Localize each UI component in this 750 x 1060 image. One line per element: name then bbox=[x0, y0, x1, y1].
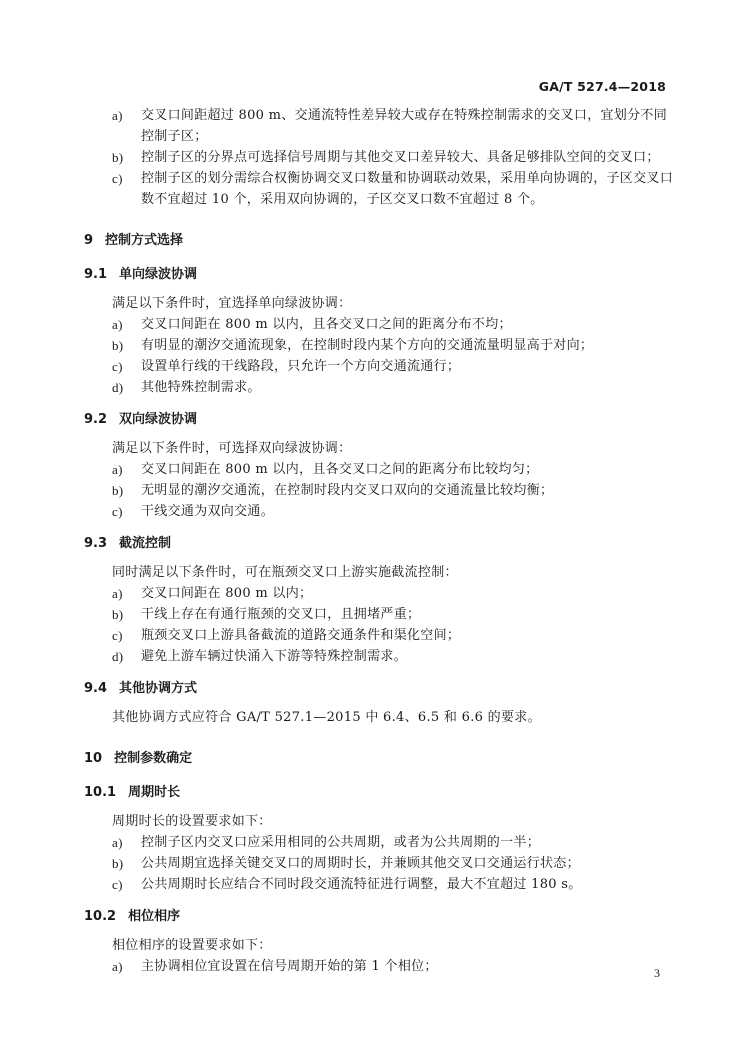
section-title: 控制方式选择 bbox=[105, 233, 184, 248]
list-item bbox=[84, 147, 674, 168]
section-number: 10 bbox=[84, 751, 103, 766]
list-item bbox=[84, 604, 674, 625]
list-marker: c) bbox=[112, 359, 123, 374]
section-title: 相位相序 bbox=[128, 909, 181, 924]
list-item bbox=[84, 853, 674, 874]
list-item bbox=[84, 956, 674, 977]
section-10-2-heading bbox=[84, 907, 674, 927]
paragraph: 同时满足以下条件时，可在瓶颈交叉口上游实施截流控制： bbox=[112, 565, 458, 580]
list-text: 设置单行线的干线路段，只允许一个方向交通流通行； bbox=[141, 359, 461, 374]
paragraph: 周期时长的设置要求如下： bbox=[112, 814, 272, 829]
paragraph: 相位相序的设置要求如下： bbox=[112, 938, 272, 953]
list-marker: b) bbox=[112, 856, 124, 871]
list-marker: a) bbox=[112, 317, 123, 332]
section-10-heading bbox=[84, 749, 674, 769]
standard-code: GA/T 527.4—2018 bbox=[538, 79, 666, 94]
list-text: 交叉口间距在 800 m 以内，且各交叉口之间的距离分布比较均匀； bbox=[141, 462, 539, 477]
list-text: 交叉口间距在 800 m 以内； bbox=[141, 586, 313, 601]
paragraph: 其他协调方式应符合 GA/T 527.1—2015 中 6.4、6.5 和 6.6 的要求。 bbox=[112, 710, 541, 725]
list-item bbox=[84, 874, 674, 895]
section-title: 截流控制 bbox=[119, 536, 172, 551]
section-title: 双向绿波协调 bbox=[119, 412, 198, 427]
list-marker: c) bbox=[112, 628, 123, 643]
list-text: 交叉口间距在 800 m 以内，且各交叉口之间的距离分布不均； bbox=[141, 317, 512, 332]
paragraph: 满足以下条件时，可选择双向绿波协调： bbox=[112, 441, 352, 456]
list-item bbox=[84, 583, 674, 604]
section-number: 9.3 bbox=[84, 536, 108, 551]
list-text: 其他特殊控制需求。 bbox=[141, 380, 261, 395]
list-marker: a) bbox=[112, 462, 123, 477]
document-body bbox=[84, 105, 674, 977]
list-item bbox=[84, 501, 674, 522]
section-number: 10.1 bbox=[84, 785, 117, 800]
page-number: 3 bbox=[654, 966, 660, 980]
list-marker: b) bbox=[112, 338, 124, 353]
list-text: 公共周期宜选择关键交叉口的周期时长，并兼顾其他交叉口交通运行状态； bbox=[141, 856, 580, 871]
section-number: 9.4 bbox=[84, 681, 108, 696]
section-10-1-heading bbox=[84, 783, 674, 803]
list-marker: a) bbox=[112, 959, 123, 974]
list-marker: c) bbox=[112, 877, 123, 892]
list-marker: b) bbox=[112, 607, 124, 622]
list-marker: b) bbox=[112, 483, 124, 498]
paragraph: 满足以下条件时，宜选择单向绿波协调： bbox=[112, 296, 352, 311]
list-item bbox=[84, 459, 674, 480]
top-list bbox=[84, 105, 674, 210]
list-item bbox=[84, 335, 674, 356]
list-marker: a) bbox=[112, 835, 123, 850]
section-number: 10.2 bbox=[84, 909, 117, 924]
section-title: 控制参数确定 bbox=[114, 751, 193, 766]
list-text: 控制子区内交叉口应采用相同的公共周期，或者为公共周期的一半； bbox=[141, 835, 541, 850]
list-marker: a) bbox=[112, 586, 123, 601]
list-text: 干线交通为双向交通。 bbox=[141, 504, 275, 519]
section-number: 9.1 bbox=[84, 267, 108, 282]
list-text: 控制子区的分界点可选择信号周期与其他交叉口差异较大、具备足够排队空间的交叉口； bbox=[141, 150, 660, 165]
list-text: 干线上存在有通行瓶颈的交叉口，且拥堵严重； bbox=[141, 607, 421, 622]
list-marker: a) bbox=[112, 108, 123, 123]
section-9-4-heading bbox=[84, 679, 674, 699]
list-marker: b) bbox=[112, 150, 124, 165]
list-item bbox=[84, 105, 674, 147]
section-number: 9 bbox=[84, 233, 94, 248]
list-text: 交叉口间距超过 800 m、交通流特性差异较大或存在特殊控制需求的交叉口，宜划分不同控制子区； bbox=[141, 108, 668, 144]
list-item bbox=[84, 480, 674, 501]
list-item bbox=[84, 832, 674, 853]
list-text: 无明显的潮汐交通流，在控制时段内交叉口双向的交通流量比较均衡； bbox=[141, 483, 554, 498]
section-9-1-heading bbox=[84, 265, 674, 285]
section-9-3-heading bbox=[84, 534, 674, 554]
section-title: 单向绿波协调 bbox=[119, 267, 198, 282]
list-text: 避免上游车辆过快涌入下游等特殊控制需求。 bbox=[141, 649, 408, 664]
list-item bbox=[84, 356, 674, 377]
list-item bbox=[84, 377, 674, 398]
section-9-heading bbox=[84, 231, 674, 251]
list-text: 瓶颈交叉口上游具备截流的道路交通条件和渠化空间； bbox=[141, 628, 461, 643]
section-title: 其他协调方式 bbox=[119, 681, 198, 696]
list-item bbox=[84, 314, 674, 335]
list-marker: c) bbox=[112, 504, 123, 519]
list-item bbox=[84, 625, 674, 646]
list-text: 主协调相位宜设置在信号周期开始的第 1 个相位； bbox=[141, 959, 438, 974]
list-marker: c) bbox=[112, 171, 123, 186]
list-item bbox=[84, 646, 674, 667]
list-marker: d) bbox=[112, 649, 124, 664]
list-marker: d) bbox=[112, 380, 124, 395]
list-text: 控制子区的划分需综合权衡协调交叉口数量和协调联动效果，采用单向协调的，子区交叉口数不宜超过 10 个，采用双向协调的，子区交叉口数不宜超过 8 个。 bbox=[141, 171, 674, 207]
section-number: 9.2 bbox=[84, 412, 108, 427]
list-text: 公共周期时长应结合不同时段交通流特征进行调整，最大不宜超过 180 s。 bbox=[141, 877, 582, 892]
section-title: 周期时长 bbox=[128, 785, 181, 800]
list-text: 有明显的潮汐交通流现象，在控制时段内某个方向的交通流量明显高于对向； bbox=[141, 338, 594, 353]
section-9-2-heading bbox=[84, 410, 674, 430]
list-item bbox=[84, 168, 674, 210]
